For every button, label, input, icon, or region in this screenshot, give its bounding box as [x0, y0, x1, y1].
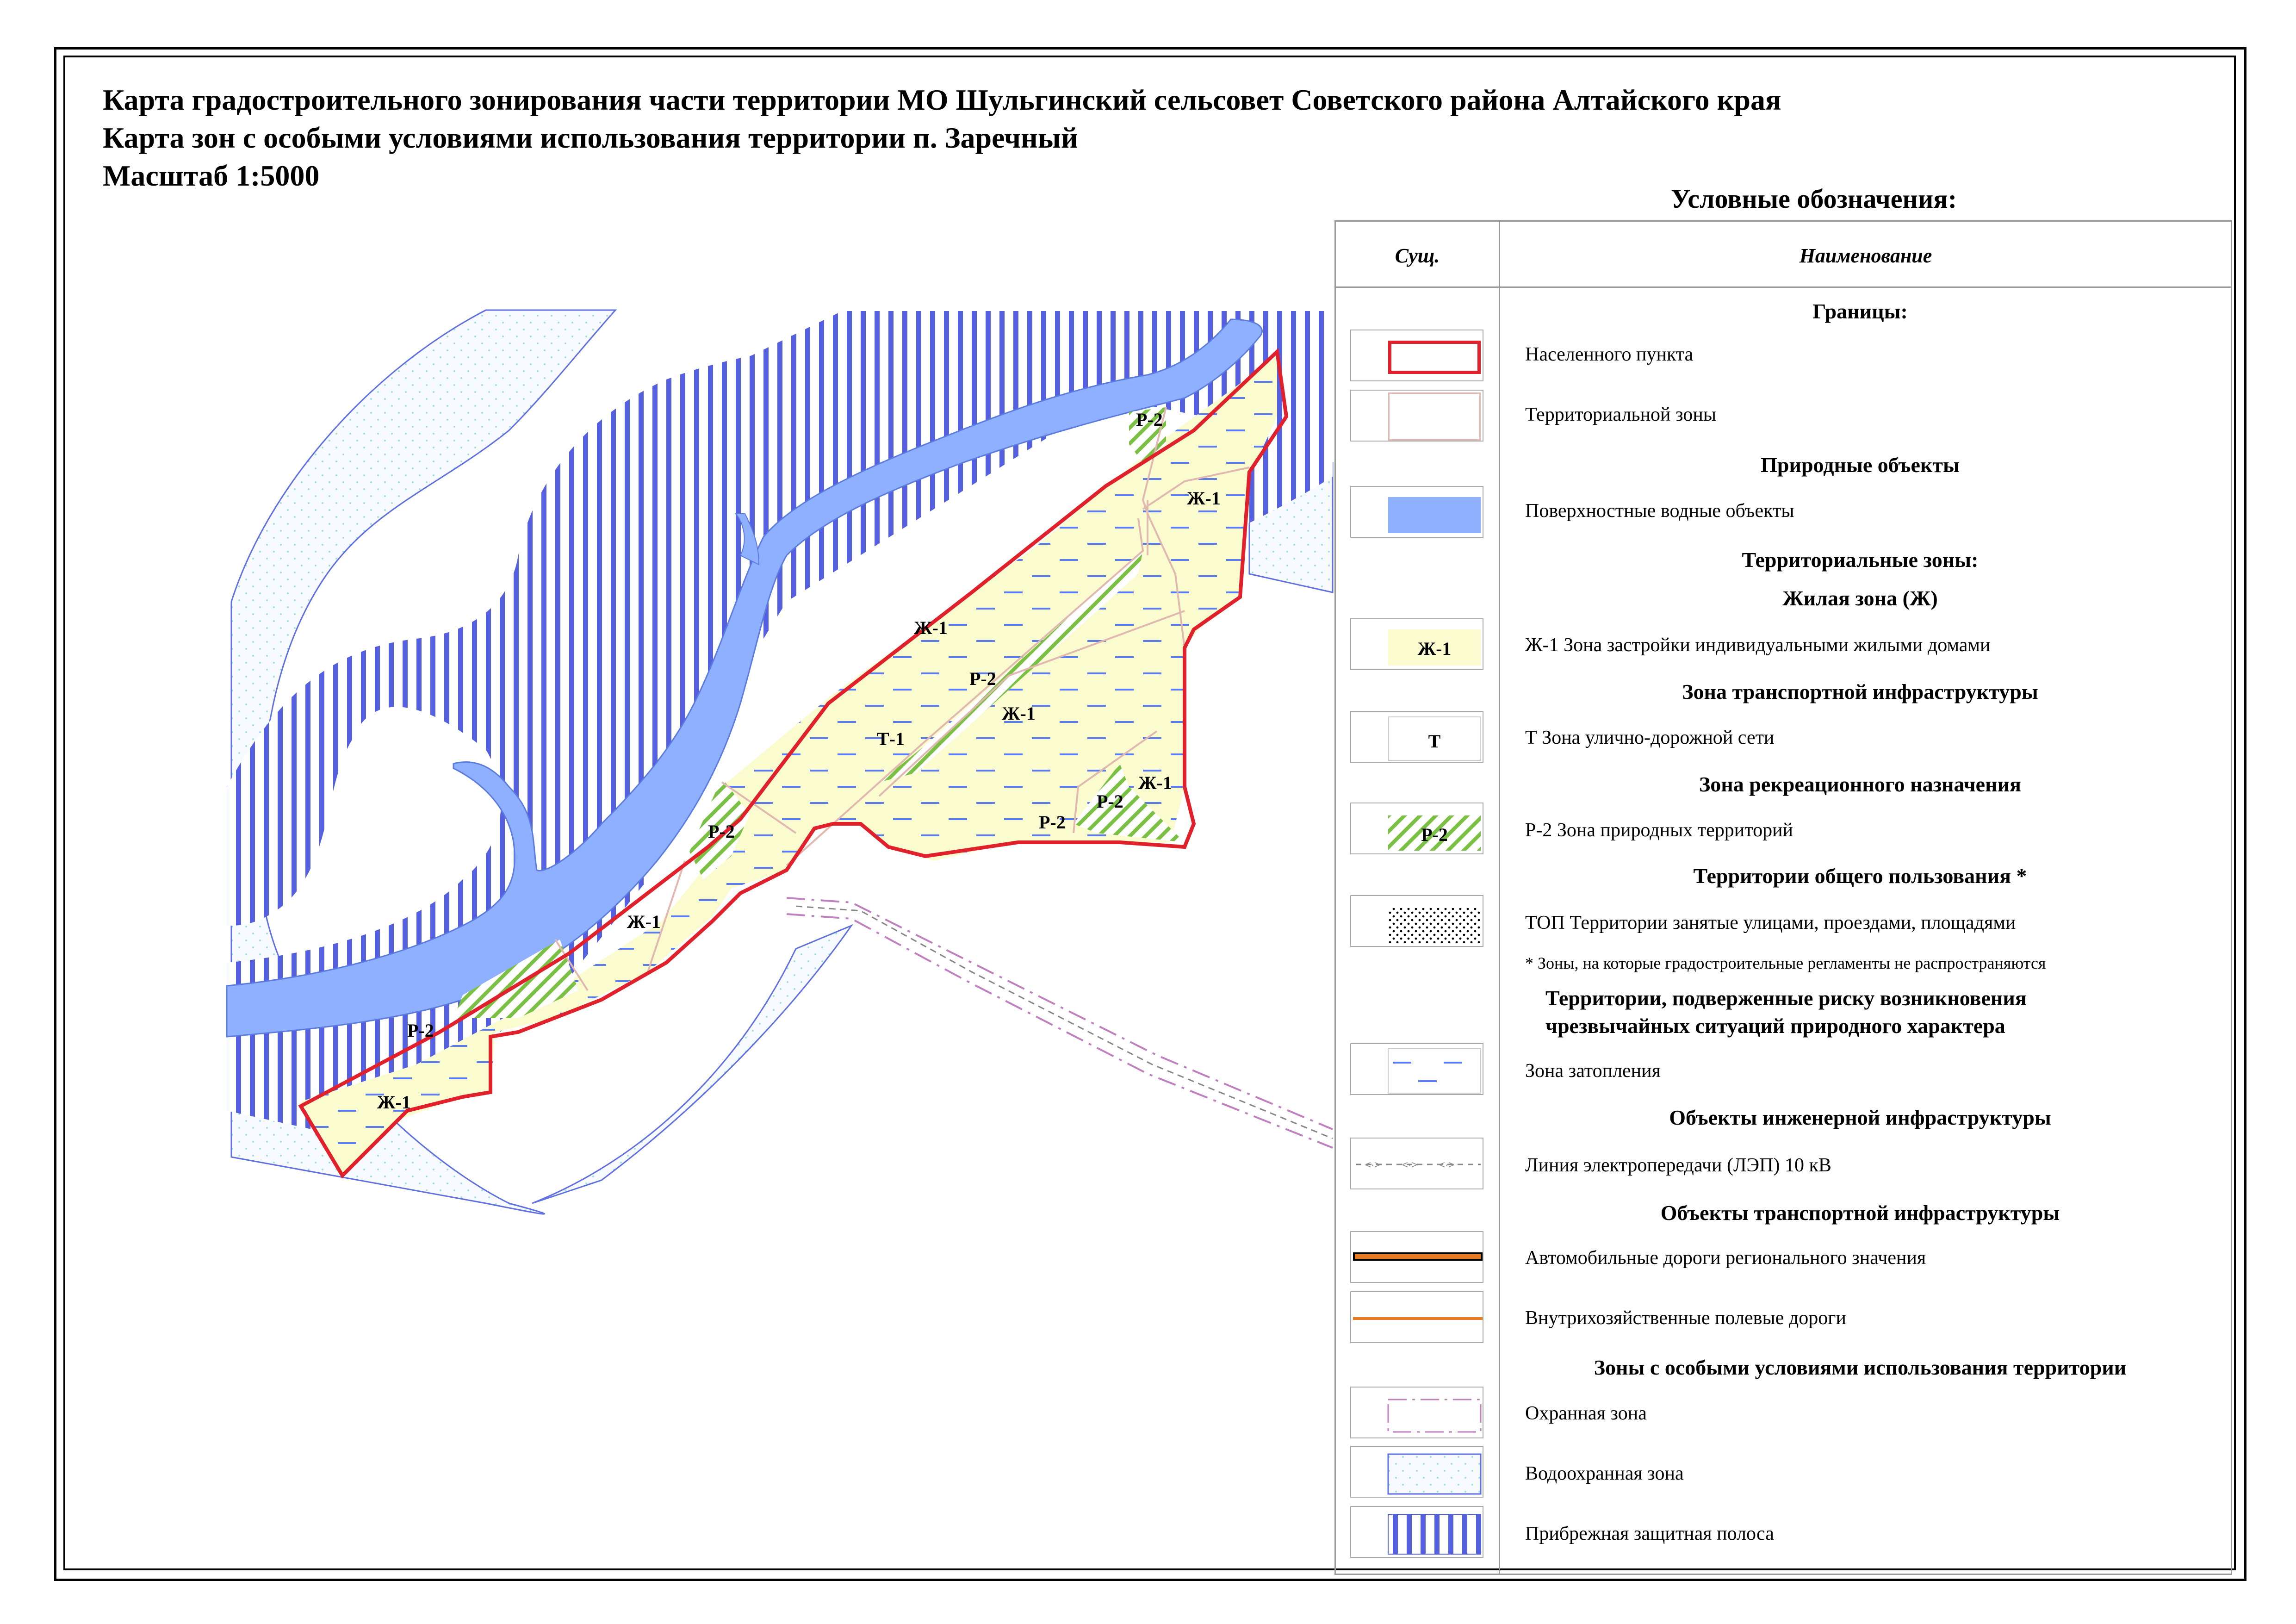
legend-section-engineering: Объекты инженерной инфраструктуры — [1669, 1106, 2051, 1129]
map-subtitle: Карта зон с особыми условиями использования территории п. Заречный — [103, 121, 1078, 154]
map-label-zh1-right: Ж-1 — [1138, 772, 1172, 793]
map-label-t1: Т-1 — [877, 728, 905, 749]
legend-item-t: Т Зона улично-дорожной сети — [1525, 727, 1775, 748]
legend-item-coastal: Прибрежная защитная полоса — [1525, 1523, 1774, 1544]
legend-symbol-water — [1350, 486, 1483, 538]
legend-item-water-protection: Водоохранная зона — [1525, 1463, 1684, 1484]
legend-symbol-r2 — [1350, 803, 1483, 854]
map-label-r2-center: Р-2 — [969, 668, 996, 689]
svg-text:<·>: <·> — [1365, 1159, 1381, 1170]
map-scale: Масштаб 1:5000 — [103, 159, 320, 192]
map-title: Карта градостроительного зонирования части территории МО Шульгинский сельсовет Советского района Алтайского края — [103, 83, 1781, 116]
legend-section-borders: Границы: — [1812, 299, 1908, 323]
legend-symbol-r2-label: Р-2 — [1421, 824, 1448, 845]
legend-item-territorial-zone: Территориальной зоны — [1525, 404, 1717, 425]
power-line — [796, 906, 1333, 1139]
legend-symbol-regional-road — [1350, 1231, 1483, 1283]
map-label-zh1-center: Ж-1 — [1002, 703, 1036, 724]
legend-symbol-water-protection — [1350, 1446, 1483, 1498]
legend-symbol-top — [1350, 895, 1483, 947]
legend-item-protection: Охранная зона — [1525, 1403, 1647, 1424]
legend-symbol-field-road — [1350, 1291, 1483, 1343]
legend-section-special: Зоны с особыми условиями использования территории — [1594, 1356, 2127, 1379]
legend-heading: Условные обозначения: — [1670, 184, 1957, 214]
legend-section-transport-objects: Объекты транспортной инфраструктуры — [1660, 1201, 2060, 1225]
protection-zone — [787, 898, 1333, 1129]
protection-zone-lower — [787, 914, 1333, 1148]
legend-item-flood: Зона затопления — [1525, 1060, 1661, 1082]
legend-section-recreation: Зона рекреационного назначения — [1699, 772, 2021, 796]
legend-symbol-coastal — [1350, 1506, 1483, 1558]
legend-symbol-protection — [1350, 1387, 1483, 1438]
legend-symbol-t-label: Т — [1428, 731, 1441, 752]
map-label-r2-bottom: Р-2 — [1039, 812, 1066, 833]
legend-symbol-zh1-label: Ж-1 — [1417, 638, 1452, 659]
legend-item-zh1: Ж-1 Зона застройки индивидуальными жилыми домами — [1525, 635, 1991, 656]
legend-symbol-territorial-zone — [1350, 390, 1483, 442]
legend-symbol-settlement — [1350, 330, 1483, 381]
legend-section-risk-line2: чрезвычайных ситуаций природного характера — [1545, 1014, 2005, 1038]
water-protection-zone-right — [532, 926, 851, 1203]
map-label-zh1-far-left: Ж-1 — [377, 1092, 411, 1113]
legend-item-r2: Р-2 Зона природных территорий — [1525, 820, 1793, 841]
legend-symbol-flood — [1350, 1043, 1483, 1095]
map-label-r2-mid-left: Р-2 — [708, 821, 735, 842]
map-label-r2-far-left: Р-2 — [407, 1020, 434, 1041]
legend-section-transport-zone: Зона транспортной инфраструктуры — [1682, 680, 2038, 703]
legend-section-residential: Жилая зона (Ж) — [1782, 586, 1938, 610]
legend-item-field-road: Внутрихозяйственные полевые дороги — [1525, 1307, 1846, 1329]
map-label-zh1-center-left: Ж-1 — [914, 617, 948, 638]
map-label-zh1-top: Ж-1 — [1187, 488, 1221, 509]
legend-section-public: Территории общего пользования * — [1693, 864, 2027, 888]
legend-footnote: * Зоны, на которые градостроительные регламенты не распространяются — [1525, 954, 2046, 972]
legend-item-regional-road: Автомобильные дороги регионального значения — [1525, 1247, 1926, 1269]
svg-text:<·>: <·> — [1439, 1159, 1455, 1170]
legend-item-water: Поверхностные водные объекты — [1525, 500, 1794, 522]
map-label-zh1-mid-left: Ж-1 — [627, 911, 661, 932]
legend-col-name: Наименование — [1799, 244, 1932, 267]
legend-section-territorial: Территориальные зоны: — [1742, 548, 1979, 572]
legend-symbol-t — [1350, 711, 1483, 763]
legend-symbol-power — [1350, 1138, 1483, 1189]
svg-text:<·>: <·> — [1402, 1159, 1418, 1170]
map-label-r2-top: Р-2 — [1136, 409, 1163, 430]
legend-item-settlement: Населенного пункта — [1525, 344, 1694, 365]
legend-item-power: Линия электропередачи (ЛЭП) 10 кВ — [1525, 1155, 1831, 1176]
legend-col-symbol: Сущ. — [1395, 244, 1440, 267]
legend-symbol-zh1 — [1350, 618, 1483, 670]
legend-item-top: ТОП Территории занятые улицами, проездами, площадями — [1525, 912, 2016, 933]
map-label-r2-right: Р-2 — [1097, 791, 1123, 812]
legend-section-natural: Природные объекты — [1761, 453, 1960, 477]
legend-section-risk-line1: Территории, подверженные риску возникновения — [1545, 986, 2027, 1010]
